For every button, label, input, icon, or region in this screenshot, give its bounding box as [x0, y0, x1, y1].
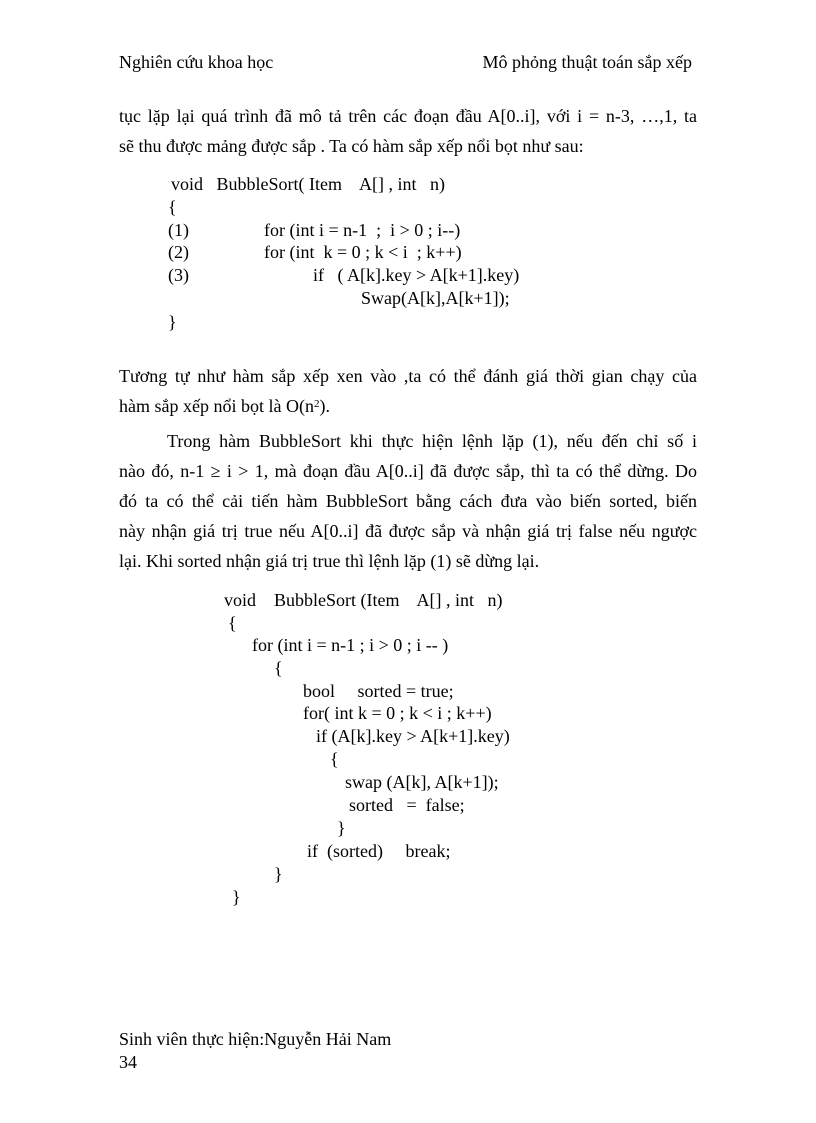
- code-open-brace: {: [274, 658, 283, 678]
- code-line: swap (A[k], A[k+1]);: [345, 772, 499, 792]
- code-close-brace: }: [168, 312, 177, 332]
- paragraph-improvement: [119, 426, 697, 576]
- code-line: bool sorted = true;: [303, 681, 454, 701]
- code-open-brace: {: [168, 197, 177, 217]
- code-line: for (int k = 0 ; k < i ; k++): [264, 242, 462, 262]
- text-line: đó ta có thể cải tiến hàm BubbleSort bằng cách đưa vào biến sorted, biến: [119, 491, 697, 511]
- code-line: for (int i = n-1 ; i > 0 ; i--): [264, 220, 461, 240]
- running-header-left: Nghiên cứu khoa học: [119, 52, 274, 72]
- code-line: Swap(A[k],A[k+1]);: [361, 288, 510, 308]
- text-line: lại. Khi sorted nhận giá trị true thì lệnh lặp (1) sẽ dừng lại.: [119, 551, 540, 571]
- text-line: Trong hàm BubbleSort khi thực hiện lệnh lặp (1), nếu đến chỉ số i: [167, 431, 697, 451]
- code-close-brace: }: [232, 887, 241, 907]
- code-line: for( int k = 0 ; k < i ; k++): [303, 703, 492, 723]
- text-line: tục lặp lại quá trình đã mô tả trên các đoạn đầu A[0..i], với i = n-3, …,1, ta: [119, 106, 697, 126]
- code-line: if (sorted) break;: [307, 841, 451, 861]
- code-line-number: (1): [168, 220, 189, 240]
- text-line: nào đó, n-1 ≥ i > 1, mà đoạn đầu A[0..i] đã được sắp, thì ta có thể dừng. Do: [119, 461, 697, 481]
- code-line-number: (3): [168, 265, 189, 285]
- page-number: 34: [119, 1052, 137, 1072]
- running-header-right: Mô phỏng thuật toán sắp xếp: [482, 52, 692, 72]
- text-line: [119, 391, 697, 421]
- text-line: này nhận giá trị true nếu A[0..i] đã được sắp và nhận giá trị false nếu ngược: [119, 521, 697, 541]
- code-close-brace: }: [337, 818, 346, 838]
- text-line: sẽ thu được mảng được sắp . Ta có hàm sắp xếp nổi bọt như sau:: [119, 136, 584, 156]
- code-signature: void BubbleSort( Item A[] , int n): [171, 174, 445, 194]
- code-close-brace: }: [274, 864, 283, 884]
- text-line: Tương tự như hàm sắp xếp xen vào ,ta có thể đánh giá thời gian chạy của: [119, 366, 697, 386]
- exponent: 2: [313, 398, 320, 410]
- code-line: if (A[k].key > A[k+1].key): [316, 726, 510, 746]
- code-line: if ( A[k].key > A[k+1].key): [313, 265, 520, 285]
- text-fragment: ).: [319, 396, 330, 416]
- code-line: sorted = false;: [349, 795, 465, 815]
- code-open-brace: {: [228, 613, 237, 633]
- text-fragment: hàm sắp xếp nổi bọt là O(n: [119, 396, 314, 416]
- code-signature: void BubbleSort (Item A[] , int n): [224, 590, 503, 610]
- code-open-brace: {: [330, 749, 339, 769]
- footer-author: Sinh viên thực hiện:Nguyễn Hải Nam: [119, 1029, 392, 1049]
- code-line-number: (2): [168, 242, 189, 262]
- code-line: for (int i = n-1 ; i > 0 ; i -- ): [252, 635, 449, 655]
- paragraph-intro: [119, 101, 697, 161]
- paragraph-complexity: [119, 361, 697, 421]
